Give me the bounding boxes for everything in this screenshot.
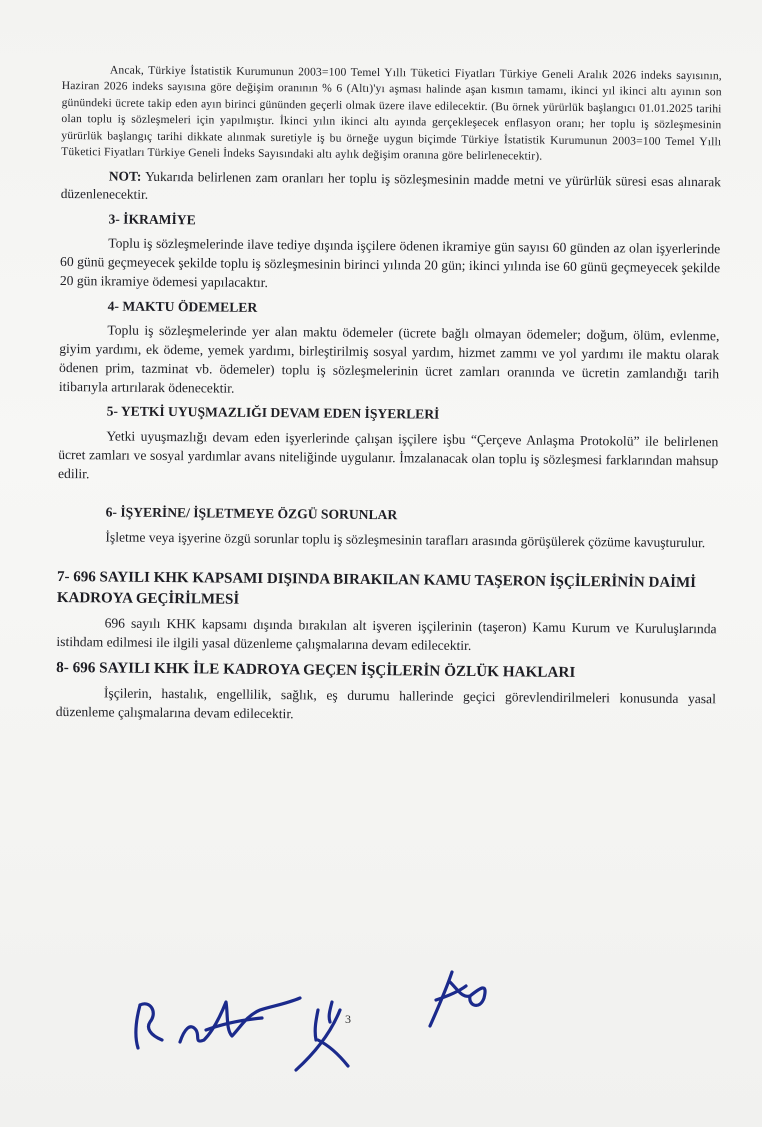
heading-isyerine-ozgu: 6- İŞYERİNE/ İŞLETMEYE ÖZGÜ SORUNLAR bbox=[105, 504, 398, 523]
paragraph-wage-adjustment: Ancak, Türkiye İstatistik Kurumunun 2003=100 Temel Yıllı Tüketici Fiyatları Türkiye Geneli Aralık 2026 indeks sayısının, Haziran 2026 indeks sayısına göre değişim oranının % 6 (Altı)'yı aşması halinde aşan kısmın tamamı, ikinci yıl ikinci altı ayının son günündeki ücrete takip eden ayın birinci gününden geçerli olmak üzere ilave edilecektir. (Bu örnek yürürlük başlangıcı 01.01.2025 tarihi olan toplu iş sözleşmeleri için yapılmıştır. İkinci yılın ikinci altı ayında gerçekleşecek enflasyon oranı; her toplu iş sözleşmesinin yürürlük başlangıç tarihi dikkate alınmak suretiyle iş bu örneğe uygun biçimde Türkiye İstatistik Kurumunun 2003=100 Temel Yıllı Tüketici Fiyatları Türkiye Geneli İndeks Sayısındaki altı aylık değişim oranına göre belirlenecektir). bbox=[61, 63, 722, 163]
heading-ikramiye: 3- İKRAMİYE bbox=[108, 211, 196, 228]
heading-yetki-uyusmazligi: 5- YETKİ UYUŞMAZLIĞI DEVAM EDEN İŞYERLERİ bbox=[106, 403, 440, 423]
paragraph-yetki-uyusmazligi: Yetki uyuşmazlığı devam eden işyerlerinde çalışan işçilere işbu “Çerçeve Anlaşma Protokolü” ile belirlenen ücret zamları ve sosyal yardımlar avans niteliğinde uygulanır. İmzalanacak olan toplu iş sözleşmesi farklarından mahsup edilir. bbox=[57, 428, 719, 482]
heading-maktu-odemeler: 4- MAKTU ÖDEMELER bbox=[107, 298, 258, 315]
heading-ozluk-haklari: 8- 696 SAYILI KHK İLE KADROYA GEÇEN İŞÇİLERİN ÖZLÜK HAKLARI bbox=[56, 658, 576, 681]
paragraph-ozluk-haklari: İşçilerin, hastalık, engellilik, sağlık, eş durumu hallerinde geçici görevlendirilmeleri konusunda yasal düzenleme çalışmalarına devam edilecektir. bbox=[55, 685, 716, 722]
heading-taseron-kadro: 7- 696 SAYILI KHK KAPSAMI DIŞINDA BIRAKILAN KAMU TAŞERON İŞÇİLERİNİN DAİMİ KADROYA GEÇİRİLMESİ bbox=[56, 568, 697, 608]
document-body bbox=[56, 62, 722, 734]
paragraph-ikramiye: Toplu iş sözleşmelerinde ilave tediye dışında işçilere ödenen ikramiye gün sayısı 60 günden az olan işyerlerinde 60 günü geçmeyecek şekilde toplu iş sözleşmesinin birinci yılında 20 gün; ikinci yılında ise 60 günü geçmeyecek şekilde 20 gün ikramiye ödemesi yapılacaktır. bbox=[59, 235, 721, 290]
paragraph-taseron-kadro: 696 sayılı KHK kapsamı dışında bırakılan alt işveren işçilerinin (taşeron) Kamu Kurum ve Kuruluşlarında istihdam edilmesi ile ilgili yasal düzenleme çalışmalarına devam edilecektir. bbox=[56, 615, 717, 654]
paragraph-maktu-odemeler: Toplu iş sözleşmelerinde yer alan maktu ödemeler (ücrete bağlı olmayan ödemeler; doğum, ölüm, evlenme, giyim yardımı, ek ödeme, yemek yardımı, birleştirilmiş sosyal yardım, hizmet zammı ve yol yardımı ile maktu olarak ödenen prim, tazminat vb. ödemeler) toplu iş sözleşmelerinin ücret zamları oranında ve ücretin zamlandığı tarih itibarıyla artırılarak ödenecektir. bbox=[58, 322, 720, 396]
page-number: 3 bbox=[345, 1012, 351, 1026]
note-text: Yukarıda belirlenen zam oranları her toplu iş sözleşmesinin madde metni ve yürürlük süresi esas alınarak düzenlenecektir. bbox=[60, 168, 721, 203]
note-paragraph bbox=[61, 167, 721, 210]
note-label: NOT: bbox=[108, 168, 142, 184]
paragraph-isyerine-ozgu: İşletme veya işyerine özgü sorunlar toplu iş sözleşmesinin tarafları arasında görüşülerek çözüme kavuşturulur. bbox=[105, 529, 706, 551]
